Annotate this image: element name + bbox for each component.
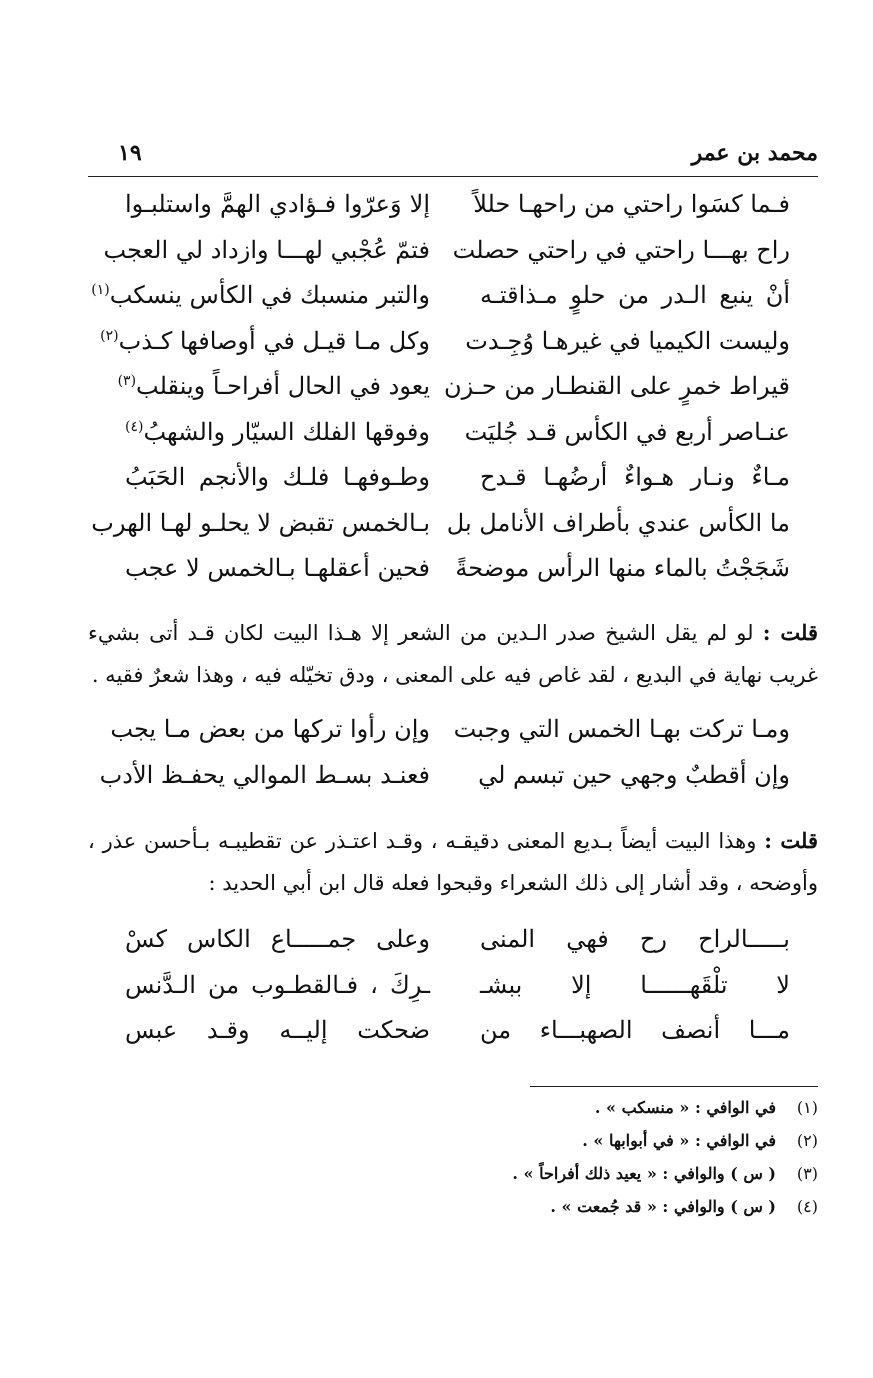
verse-text: يعود في الحال أفراحـاً وينقلب: [136, 372, 430, 400]
footnote-marker: (٤): [125, 418, 144, 435]
page-header: [88, 138, 818, 177]
verse-row: [100, 1016, 790, 1062]
footnote-text: ( س ) والوافي : « قد جُمعت » .: [550, 1197, 776, 1216]
commentary-text: لو لم يقل الشيخ صدر الـدين من الشعر إلا هـذا البيت لكان قـد أتى بشيء غريب نهاية في البديع ، لقد غاص فيه على المعنى ، ودق تخيّله فيه ، وهذا شعرٌ فقيه .: [88, 621, 818, 687]
verse-text: وطـوفهـا فلـك والأنجم الحَبَبُ: [125, 463, 430, 491]
poem-block-2: [100, 715, 790, 806]
verse-first-hemistich: راح بهـــا راحتي في راحتي حصلت: [452, 235, 790, 264]
verse-second-hemistich: [99, 760, 430, 789]
footnotes: [298, 1098, 818, 1230]
commentary-text: وهذا البيت أيضاً بـديع المعنى دقيقـه ، وقـد اعتـذر عن تقطيبـه بـأحسن عذر ، وأوضحه ، وقد أشار إلى ذلك الشعراء وقبحوا فعله قال ابن أبي الحديد :: [88, 829, 818, 895]
footnote-text: في الوافي : « في أبوابها » .: [582, 1131, 776, 1150]
footnote-number: (٣): [796, 1164, 818, 1183]
verse-first-hemistich: وإن أقطبٌ وجهي حين تبسم لي: [478, 760, 790, 789]
footnote-text: في الوافي : « منسكب » .: [594, 1098, 776, 1117]
verse-second-hemistich: [103, 235, 430, 264]
footnote-marker: (٢): [100, 327, 119, 344]
verse-text: وعلى جمـــــاع الكاس كسْ: [125, 925, 430, 953]
verse-text: بـالخمس تقبض لا يحلـو لهـا الهرب: [91, 508, 430, 537]
verse-row: [100, 418, 790, 464]
footnote-marker: (١): [91, 282, 110, 298]
verse-row: [100, 190, 790, 236]
footnote-item: [298, 1098, 818, 1131]
verse-text: إلا وَعرّوا فـؤادي الهمَّ واستلبـوا: [125, 190, 430, 218]
commentary-lead: قلت :: [762, 620, 818, 645]
verse-row: [100, 554, 790, 600]
verse-row: [100, 327, 790, 373]
poem-block-1: [91, 190, 790, 600]
verse-text: والتبر منسبك في الكأس ينسكب: [109, 281, 430, 309]
verse-second-hemistich: [91, 508, 430, 537]
footnote-item: [298, 1131, 818, 1164]
verse-second-hemistich: [117, 372, 430, 400]
verse-first-hemistich: مـاءٌ ونـار هـواءٌ أرضُهـا قـدح: [480, 463, 790, 491]
verse-second-hemistich: [125, 463, 430, 491]
verse-first-hemistich: مـــا أنصف الصهبـــاء من: [480, 1016, 790, 1044]
verse-second-hemistich: [125, 971, 430, 999]
verse-row: [91, 281, 790, 327]
commentary-paragraph-2: [88, 820, 818, 904]
verse-second-hemistich: [125, 1016, 430, 1044]
verse-first-hemistich: بـــــالراح رح فهي المنى: [480, 925, 790, 953]
verse-first-hemistich: قيراط خمرٍ على القنطـار من حـزن: [443, 372, 790, 400]
verse-text: ـرِكَ ، فـالقطـوب من الـدَّنس: [125, 970, 430, 999]
verse-text: فحين أعقلهـا بـالخمس لا عجب: [125, 554, 430, 582]
commentary-lead: قلت :: [764, 828, 818, 853]
verse-text: وفوقها الفلك السيّار والشهبُ: [143, 417, 430, 446]
verse-first-hemistich: ومـا تركت بهـا الخمس التي وجبت: [453, 715, 790, 743]
verse-first-hemistich: لا تلْقَهــــــا إلا ببشـ: [480, 970, 790, 999]
page-number: ١٩: [118, 140, 142, 166]
footnote-text: ( س ) والوافي : « يعيد ذلك أفراحاً » .: [512, 1164, 776, 1183]
footnote-item: [298, 1197, 818, 1230]
verse-second-hemistich: [125, 925, 430, 953]
poem-block-3: [100, 925, 790, 1062]
verse-row: [100, 463, 790, 509]
verse-text: فتمّ عُجْبي لهـــا وازداد لي العجب: [103, 235, 430, 264]
verse-row: [100, 761, 790, 807]
footnote-number: (١): [796, 1098, 818, 1117]
verse-text: وإن رأوا تركها من بعض مـا يجب: [110, 715, 430, 743]
verse-first-hemistich: ما الكأس عندي بأطراف الأنامل بل: [446, 508, 790, 537]
footnote-item: [298, 1164, 818, 1197]
verse-row: [100, 236, 790, 282]
verse-second-hemistich: [91, 281, 430, 309]
verse-row: [91, 508, 790, 555]
verse-second-hemistich: [110, 715, 430, 743]
verse-row: [100, 925, 790, 971]
verse-first-hemistich: عنـاصر أربع في الكأس قـد جُليَت: [464, 417, 790, 446]
footnote-marker: (٣): [117, 373, 137, 389]
verse-text: ضحكت إليــه وقـد عبس: [125, 1016, 430, 1044]
verse-second-hemistich: [125, 554, 430, 582]
footnote-number: (٤): [796, 1197, 818, 1216]
verse-first-hemistich: وليست الكيميا في غيرهـا وُجِـدت: [465, 326, 790, 355]
verse-row: [100, 372, 790, 418]
verse-first-hemistich: فـما كسَوا راحتي من راحهـا حللاً: [473, 190, 790, 218]
verse-first-hemistich: أنْ ينبع الـدر من حلوٍ مـذاقتـه: [480, 281, 790, 309]
footnote-number: (٢): [796, 1131, 818, 1150]
footnote-divider: [530, 1086, 818, 1087]
verse-text: فعنـد بسـط الموالي يحفـظ الأدب: [99, 760, 430, 789]
verse-row: [100, 971, 790, 1017]
verse-second-hemistich: [100, 326, 430, 355]
verse-text: وكل مـا قيـل في أوصافها كـذب: [118, 326, 430, 355]
commentary-paragraph-1: [88, 612, 818, 696]
verse-second-hemistich: [125, 418, 430, 446]
verse-row: [100, 715, 790, 761]
verse-second-hemistich: [125, 190, 430, 218]
running-title: محمد بن عمر: [691, 140, 818, 166]
verse-first-hemistich: شَجَجْتُ بالماء منها الرأس موضحةً: [455, 554, 790, 582]
